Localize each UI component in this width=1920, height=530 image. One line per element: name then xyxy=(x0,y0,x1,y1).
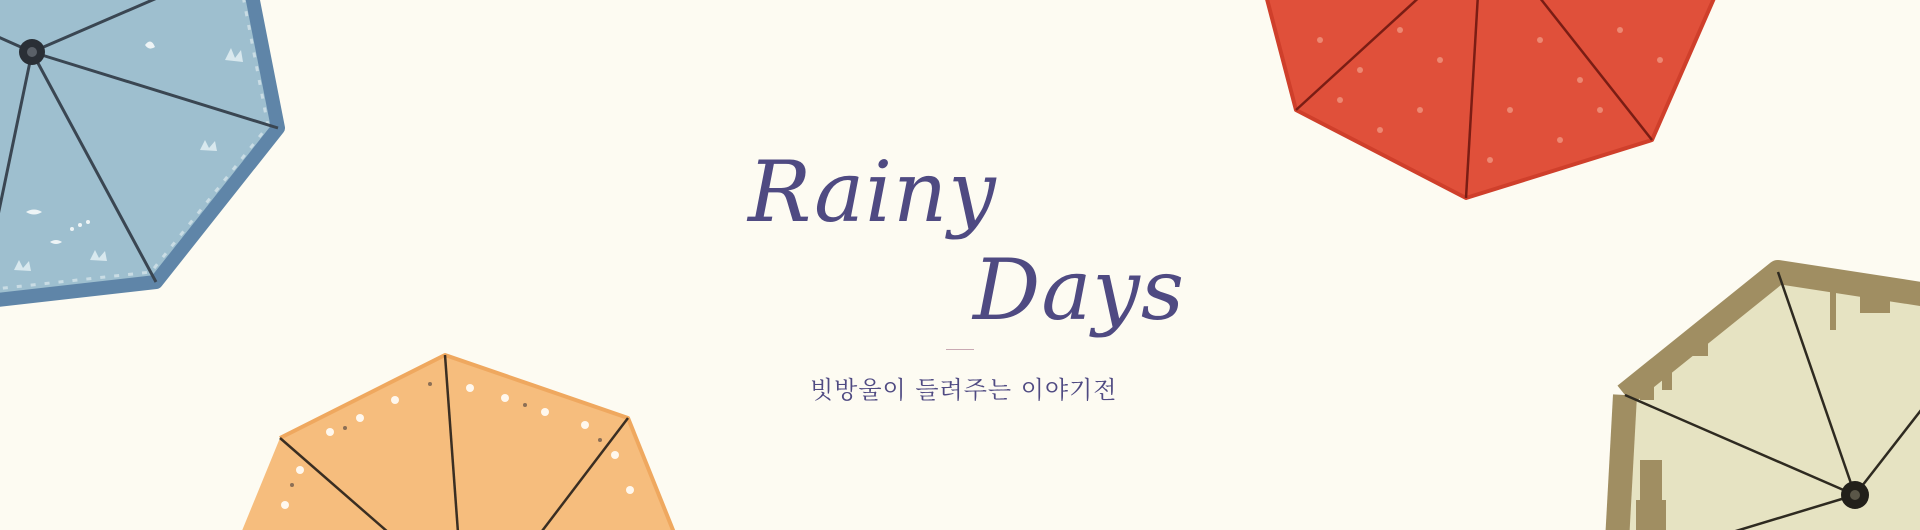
title-rainy: Rainy xyxy=(748,143,997,241)
subtitle: 빗방울이 들려주는 이야기전 xyxy=(810,376,1118,404)
title-divider xyxy=(946,349,974,350)
title-days: Days xyxy=(973,241,1185,339)
